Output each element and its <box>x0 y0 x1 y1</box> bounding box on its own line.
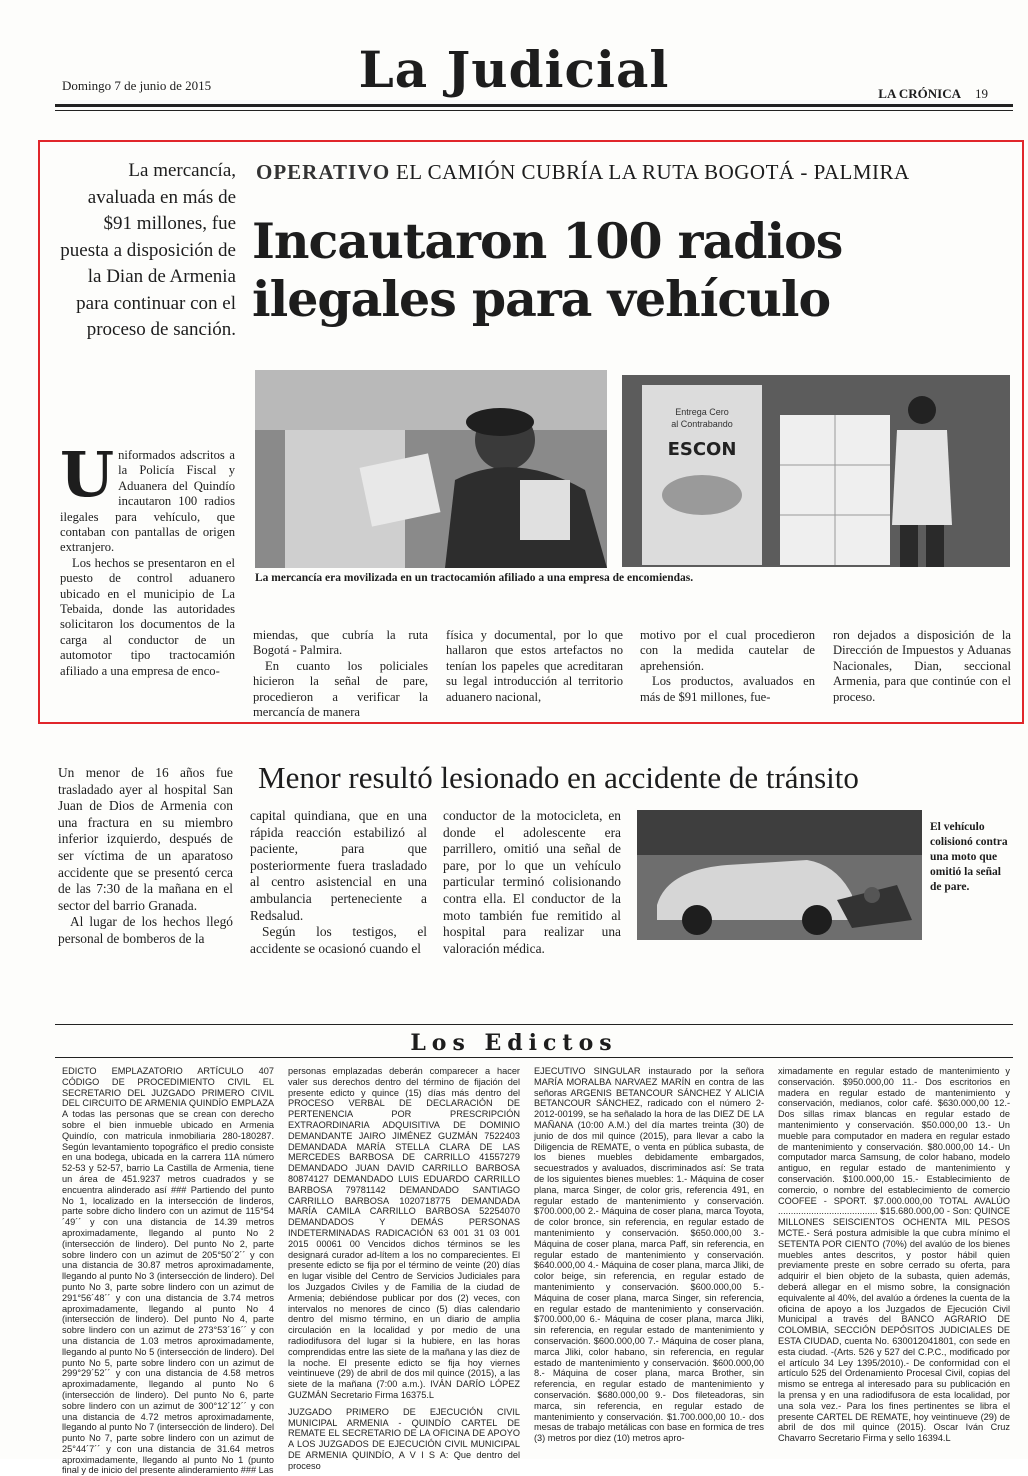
story1-col1-p1 <box>60 438 235 556</box>
story1-col4-p2: Los productos, avaluados en más de $91 millones, fue- <box>640 674 815 704</box>
story2-headline: Menor resultó lesionado en accidente de tránsito <box>258 760 859 795</box>
story1-col2 <box>253 628 428 720</box>
story1-col5 <box>833 628 1011 705</box>
story1-col1 <box>60 438 235 679</box>
kicker-label: OPERATIVO <box>256 160 391 184</box>
edict-col2-text: personas emplazadas deberán comparecer a hacer valer sus derechos dentro del término de fijación del presente edicto y quince (15) días más dentro del PROCESO VERBAL DE DECLARACIÓN DE PERTENENCIA POR PRESCRIPCIÓN EXTRAORDINARIA ADQUISITIVA DE DOMINIO DEMANDANTE JAIRO JIMÉNEZ GUZMÁN 7522403 DEMANDADA MARÍA STELLA CLARA DE LAS MERCEDES BARBOSA DE CARRILLO 41557279 DEMANDADO JUAN DAVID CARRILLO BARBOSA 80874127 DEMANDADO LUIS EDUARDO CARRILLO BARBOSA 79781142 DEMANDADO SANTIAGO CARRILLO BARBOSA 1020718775 DEMANDADA MARÍA CAMILA CARRILLO BARBOSA 52254070 DEMANDADOS Y DEMÁS PERSONAS INDETERMINADAS RADICACIÓN 63 001 31 03 001 2015 00061 00 Vencidos dichos términos se les designará curador ad-lítem a los no comparecientes. El presente edicto se fija por el término de veinte (20) días en lugar visible del Centro de Servicios Judiciales para los Juzgados Civiles y de Familia de la ciudad de Armenia; debiéndose publicar por dos (2) veces, con intervalos no menores de cinco (5) días calendario dentro del mismo término, en un diario de amplia circulación en la localidad y por medio de una radiodifusora del lugar si la hubiere, en las horas comprendidas entre las siete de la mañana y las diez de la noche. El presente edicto se fija hoy viernes veintinueve (29) de abril de dos mil quince (2015), a las siete de la mañana (7:00 a.m.). IVÁN DARÍO LÓPEZ GUZMÁN Secretario Firma 16375.L <box>288 1066 520 1400</box>
story1-col2-p2: En cuanto los policiales hicieron la señal de pare, procedieron a verificar la mercancía de manera <box>253 658 428 720</box>
story1-col5-p1: ron dejados a disposición de la Dirección de Impuestos y Aduanas Nacionales, Dian, seccional Armenia, para que continúe con el proceso. <box>833 628 1011 704</box>
page-number: 19 <box>975 86 988 101</box>
story2-col2 <box>250 808 427 957</box>
photo-accident <box>637 810 922 940</box>
kicker-text: EL CAMIÓN CUBRÍA LA RUTA BOGOTÁ - PALMIRA <box>395 160 910 184</box>
story2-col2-p2: Según los testigos, el accidente se ocasionó cuando el <box>250 924 427 956</box>
banner-line2: al Contrabando <box>671 419 733 429</box>
story2-col1-p2: Al lugar de los hechos llegó personal de bomberos de la <box>58 914 233 946</box>
story1-col3 <box>446 628 623 705</box>
story2-col3-p1: conductor de la motocicleta, en donde el adolescente era parrillero, omitió una señal de pare, por lo que un vehículo particular terminó colisionando contra ella. El conductor de la moto también fue remitido al hospital para realizar una valoración médica. <box>443 808 621 956</box>
story1-col3-p1: física y documental, por lo que hallaron que estos artefactos no tenían los papeles que acreditaran su legal introducción al territorio aduanero nacional, <box>446 628 623 704</box>
edict-col4 <box>778 1066 1010 1454</box>
edict-col1 <box>62 1066 274 1476</box>
story1-col1-p1-text: niformados adscritos a la Policía Fiscal y Aduanera del Quindío incautaron 100 radios ilegales para vehículo, que contaban con pantallas de origen extranjero. <box>60 448 235 555</box>
dropcap: U <box>60 438 115 511</box>
story1-col4 <box>640 628 815 705</box>
masthead-rule-thin <box>55 110 1013 111</box>
story1-col2-p1: miendas, que cubría la ruta Bogotá - Palmira. <box>253 628 428 658</box>
edicts-title: Los Edictos <box>410 1030 618 1056</box>
story-kicker <box>256 160 910 185</box>
edict-col4-text: ximadamente en regular estado de mantenimiento y conservación. $950.000,00 11.- Dos escritorios en madera en regular estado de mantenimiento y conservación, medianos, color café. $630.000,00 12.- Dos sillas rimax blancas en regular estado de mantenimiento y conservación. $50.000,00 13.- Un mueble para computador en madera en regular estado de mantenimiento y conservación. $80.000,00 14.- Un computador marca Samsung, de color habano, modelo antiguo, en regular estado de mantenimiento y conservación. $100.000,00 15.- Establecimiento de comercio, o nombre del establecimiento de comercio COOFEE - SPORT. $7.000.000,00 TOTAL AVALÚO ....................................... $15.680.000,00 - Son: QUINCE MILLONES SEISCIENTOS OCHENTA MIL PESOS MCTE.- Será postura admisible la que cubra mínimo el SETENTA POR CIENTO (70%) del avalúo de los bienes muebles antes descritos, y postor hábil quien previamente preste en sobre cerrado su oferta, para adquirir el bien objeto de la subasta, quien además, deberá allegar en el mismo sobre, la consignación equivalente al 40%, del avalúo a órdenes la cuenta de la oficina de apoyo a los Juzgados de Ejecución Civil Municipal a través del BANCO AGRARIO DE COLOMBIA, SECCIÓN DEPÓSITOS JUDICIALES DE ESTA CIUDAD, cuenta No. 630012041801, con sede en esta ciudad. -(Arts. 526 y 527 del C.P.C., modificado por el artículo 34 Ley 1395/2010).- De conformidad con el artículo 525 del Ordenamiento Procesal Civil, copias del mismo se entrega al interesado para su publicación en la prensa y en una radiodifusora de esta localidad, por una sola vez.- Para los fines pertinentes se libra el presente CARTEL DE REMATE, hoy veintinueve (29) de abril de dos mil quince (2015). Oscar Iván Cruz Chavarro Secretario Firma y sello 16394.L <box>778 1066 1010 1444</box>
edict-col3-text: EJECUTIVO SINGULAR instaurado por la señora MARÍA MORALBA NARVAEZ MARÍN en contra de las señoras ARGENIS BETANCOUR SÁNCHEZ Y ALICIA BETANCOUR SÁNCHEZ, radicado con el número 2-2012-00199, se ha señalado la hora de las DIEZ DE LA MAÑANA (10:00 A.M.) del día martes treinta (30) de junio de dos mil quince (2015), para llevar a cabo la Diligencia de REMATE, o venta en pública subasta, de los bienes muebles debidamente embargados, secuestrados y avaluados, discriminados así: Se trata de los siguientes bienes muebles: 1.- Máquina de coser plana, marca Singer, de color gris, referencia 491, en regular estado de mantenimiento y conservación. $700.000,00 2.- Máquina de coser plana, marca Toyota, de color bronce, sin referencia, en regular estado de mantenimiento y conservación. $650.000,00 3.- Máquina de coser plana, marca Paff, sin referencia, en regular estado de mantenimiento y conservación. $640.000,00 4.- Máquina de coser plana, marca Jliki, de color beige, sin referencia, en regular estado de mantenimiento y conservación. $600.000,00 5.- Máquina de coser plana, marca Singer, sin referencia, en regular estado de mantenimiento y conservación. $700.000,00 6.- Máquina de coser plana, marca Jliki, sin referencia, en regular estado de mantenimiento y conservación. $600.000,00 7.- Máquina de coser plana, marca Jliki, color habano, sin referencia, en regular estado de mantenimiento y conservación. $600.000,00 8.- Máquina de coser plana, marca Brother, sin referencia, en regular estado de mantenimiento y conservación. $680.000,00 9.- Dos fileteadoras, sin marca, sin referencia, en regular estado de mantenimiento y conservación. $1.700.000,00 10.- dos mesas de trabajo metálicas con base en formica de tres (3) metros por diez (10) metros apro- <box>534 1066 764 1444</box>
banner-line1: Entrega Cero <box>675 407 729 417</box>
story2-caption: El vehículo colisionó contra una moto que omitió la señal de pare. <box>930 821 1008 893</box>
edict-col1-text: EDICTO EMPLAZATORIO ARTÍCULO 407 CÓDIGO DE PROCEDIMIENTO CIVIL EL SECRETARIO DEL JUZGADO PRIMERO CIVIL DEL CIRCUITO DE ARMENIA QUINDÍO EMPLAZA A todas las personas que se crean con derecho sobre el bien inmueble ubicado en Armenia Quindío, con matricula inmobiliaria 280-180287. Según levantamiento topográfico el predio consiste en una bodega, ubicada en la carrera 11A número 52-53 y 52-57, barrio La Castilla de Armenia, tiene un área de 451.9237 metros cuadrados y se encuentra alinderado así ### Partiendo del punto No 1, localizado en la intersección de linderos, parte sobre dicho lindero con un azimut de 115°54´49´´ y con una distancia de 14.39 metros aproximadamente, llegando al punto No 2 (intersección de lindero). Del punto No 2, parte sobre lindero con un azimut de 205°50´2´´ y con una distancia de 30.87 metros aproximadamente, llegando al punto No 3 (intersección de lindero). Del punto No 3, parte sobre lindero con un azimut de 291°56´48´´ y con una distancia de 3.74 metros aproximadamente, llegando al punto No 4 (intersección de lindero). Del punto No 4, parte sobre lindero con un azimut de 273°53´16´´ y con una distancia de 1.03 metros aproximadamente, llegando al punto No 5 (intersección de lindero). Del punto No 5, parte sobre lindero con un azimut de 299°29´52´´ y con una distancia de 4.58 metros aproximadamente, llegando al punto No 6 (intersección de lindero). Del punto No 6, parte sobre lindero con un azimut de 300°12´12´´ y con una distancia de 4.72 metros aproximadamente, llegando al punto No 7 (intersección de lindero). Del punto No 7, parte sobre lindero con un azimut de 25°44´7´´ y con una distancia de 31.64 metros aproximadamente, llegando al punto No 1 (punto final y de inicio del presente alinderamiento ### Las <box>62 1066 274 1476</box>
edict-col3 <box>534 1066 764 1454</box>
story2-col3 <box>443 808 621 957</box>
photo-officer-inspecting <box>255 370 607 568</box>
story1-col1-p2: Los hechos se presentaron en el puesto de control aduanero ubicado en el municipio de La Tebaida, donde las autoridades solicitaron los documentos de la carga al conductor de un automotor tipo tractocamión afiliado a una empresa de enco- <box>60 555 235 678</box>
story2-col1 <box>58 765 233 948</box>
story2-col1-p1: Un menor de 16 años fue trasladado ayer al hospital San Juan de Dios de Armenia con una fractura en su miembro inferior izquierdo, después de ser víctima de un aparatoso accidente que se presentó cerca de las 7:30 de la mañana en el sector del barrio Granada. <box>58 765 233 913</box>
photo-seized-radios <box>622 375 1010 567</box>
edict-col2b-text: JUZGADO PRIMERO DE EJECUCIÓN CIVIL MUNICIPAL ARMENIA - QUINDÍO CARTEL DE REMATE EL SECRETARIO DE LA OFICINA DE APOYO A LOS JUZGADOS DE EJECUCIÓN CIVIL MUNICIPAL DE ARMENIA QUINDÍO, A V I S A: Que dentro del proceso <box>288 1406 520 1471</box>
story-deck: La mercancía, avaluada en más de $91 millones, fue puesta a disposición de la Dian de Armenia para continuar con el proceso de sanción. <box>60 160 236 340</box>
story1-col4-p1: motivo por el cual procedieron con la medida cautelar de aprehensión. <box>640 628 815 673</box>
paper-title: LA CRÓNICA <box>878 86 961 101</box>
paper-name <box>878 86 988 102</box>
masthead-rule <box>55 104 1013 107</box>
edict-col2 <box>288 1066 520 1471</box>
edicts-rule-top <box>55 1024 1013 1025</box>
section-title: La Judicial <box>358 40 670 99</box>
banner-brand: ESCON <box>667 439 737 460</box>
issue-date: Domingo 7 de junio de 2015 <box>62 78 212 93</box>
story2-col2-p1: capital quindiana, que en una rápida reacción estabilizó al paciente, para que posteriormente fuera trasladado al centro asistencial en una ambulancia perteneciente a Redsalud. <box>250 808 427 923</box>
story-headline: Incautaron 100 radios ilegales para vehículo <box>252 212 843 328</box>
photo-caption: La mercancía era movilizada en un tractocamión afiliado a una empresa de encomiendas. <box>255 572 694 584</box>
edicts-rule-bottom <box>55 1057 1013 1058</box>
